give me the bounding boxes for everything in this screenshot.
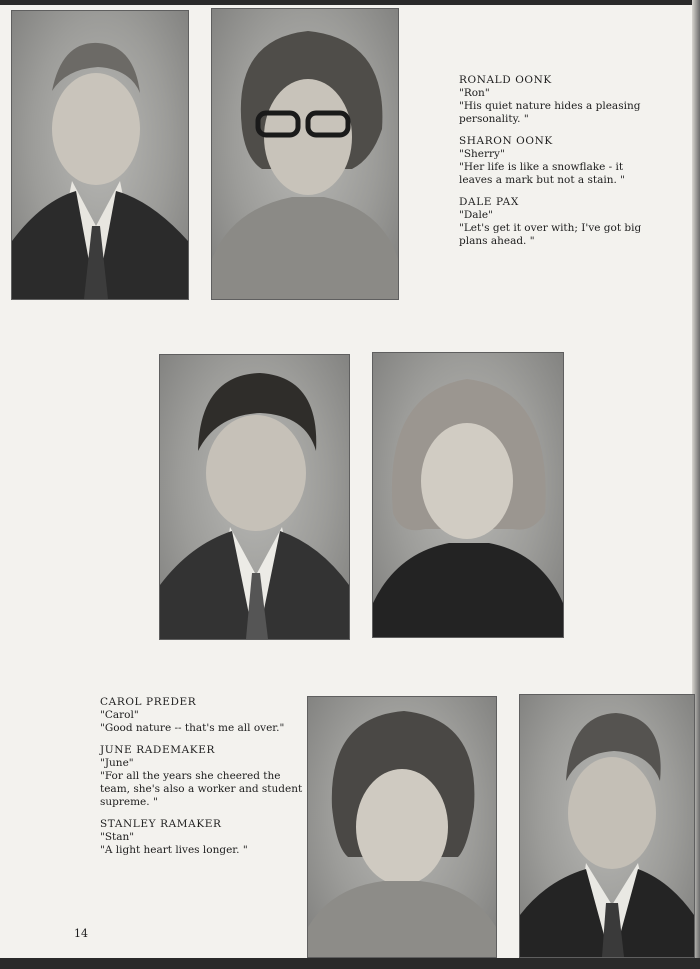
student-quote-line: team, she's also a worker and student xyxy=(100,783,303,795)
student-nickname: "Sherry" xyxy=(459,148,505,160)
captions-bottom xyxy=(100,696,305,866)
student-quote-line: "His quiet nature hides a pleasing xyxy=(459,100,641,112)
student-name: JUNE RADEMAKER xyxy=(100,744,215,756)
student-quote-line: "Good nature -- that's me all over." xyxy=(100,722,285,734)
student-quote-line: "A light heart lives longer. " xyxy=(100,844,248,856)
page-top-edge xyxy=(0,0,700,5)
student-quote-line: personality. " xyxy=(459,113,529,125)
student-name: RONALD OONK xyxy=(459,74,552,86)
student-nickname: "June" xyxy=(100,757,134,769)
captions-top xyxy=(459,74,679,257)
portrait-photo-carol-preder xyxy=(372,352,564,638)
student-name: DALE PAX xyxy=(459,196,519,208)
student-name: CAROL PREDER xyxy=(100,696,197,708)
student-nickname: "Dale" xyxy=(459,209,493,221)
portrait-photo-dale-pax xyxy=(159,354,350,640)
student-quote-line: supreme. " xyxy=(100,796,158,808)
page-bottom-edge xyxy=(0,958,700,969)
student-quote-line: "Let's get it over with; I've got big xyxy=(459,222,642,234)
caption-entry xyxy=(100,818,305,857)
caption-entry xyxy=(459,135,679,187)
student-quote-line: plans ahead. " xyxy=(459,235,535,247)
caption-entry xyxy=(459,196,679,248)
student-name: STANLEY RAMAKER xyxy=(100,818,222,830)
student-nickname: "Ron" xyxy=(459,87,490,99)
portrait-photo-june-rademaker xyxy=(307,696,497,958)
student-name: SHARON OONK xyxy=(459,135,553,147)
student-quote-line: "For all the years she cheered the xyxy=(100,770,281,782)
portrait-photo-ronald-oonk xyxy=(11,10,189,300)
portrait-photo-sharon-oonk xyxy=(211,8,399,300)
student-quote-line: leaves a mark but not a stain. " xyxy=(459,174,626,186)
student-nickname: "Carol" xyxy=(100,709,139,721)
caption-entry xyxy=(100,744,305,809)
page-number: 14 xyxy=(74,927,88,940)
caption-entry xyxy=(459,74,679,126)
portrait-photo-stanley-ramaker xyxy=(519,694,695,958)
student-nickname: "Stan" xyxy=(100,831,135,843)
student-quote-line: "Her life is like a snowflake - it xyxy=(459,161,624,173)
caption-entry xyxy=(100,696,305,735)
